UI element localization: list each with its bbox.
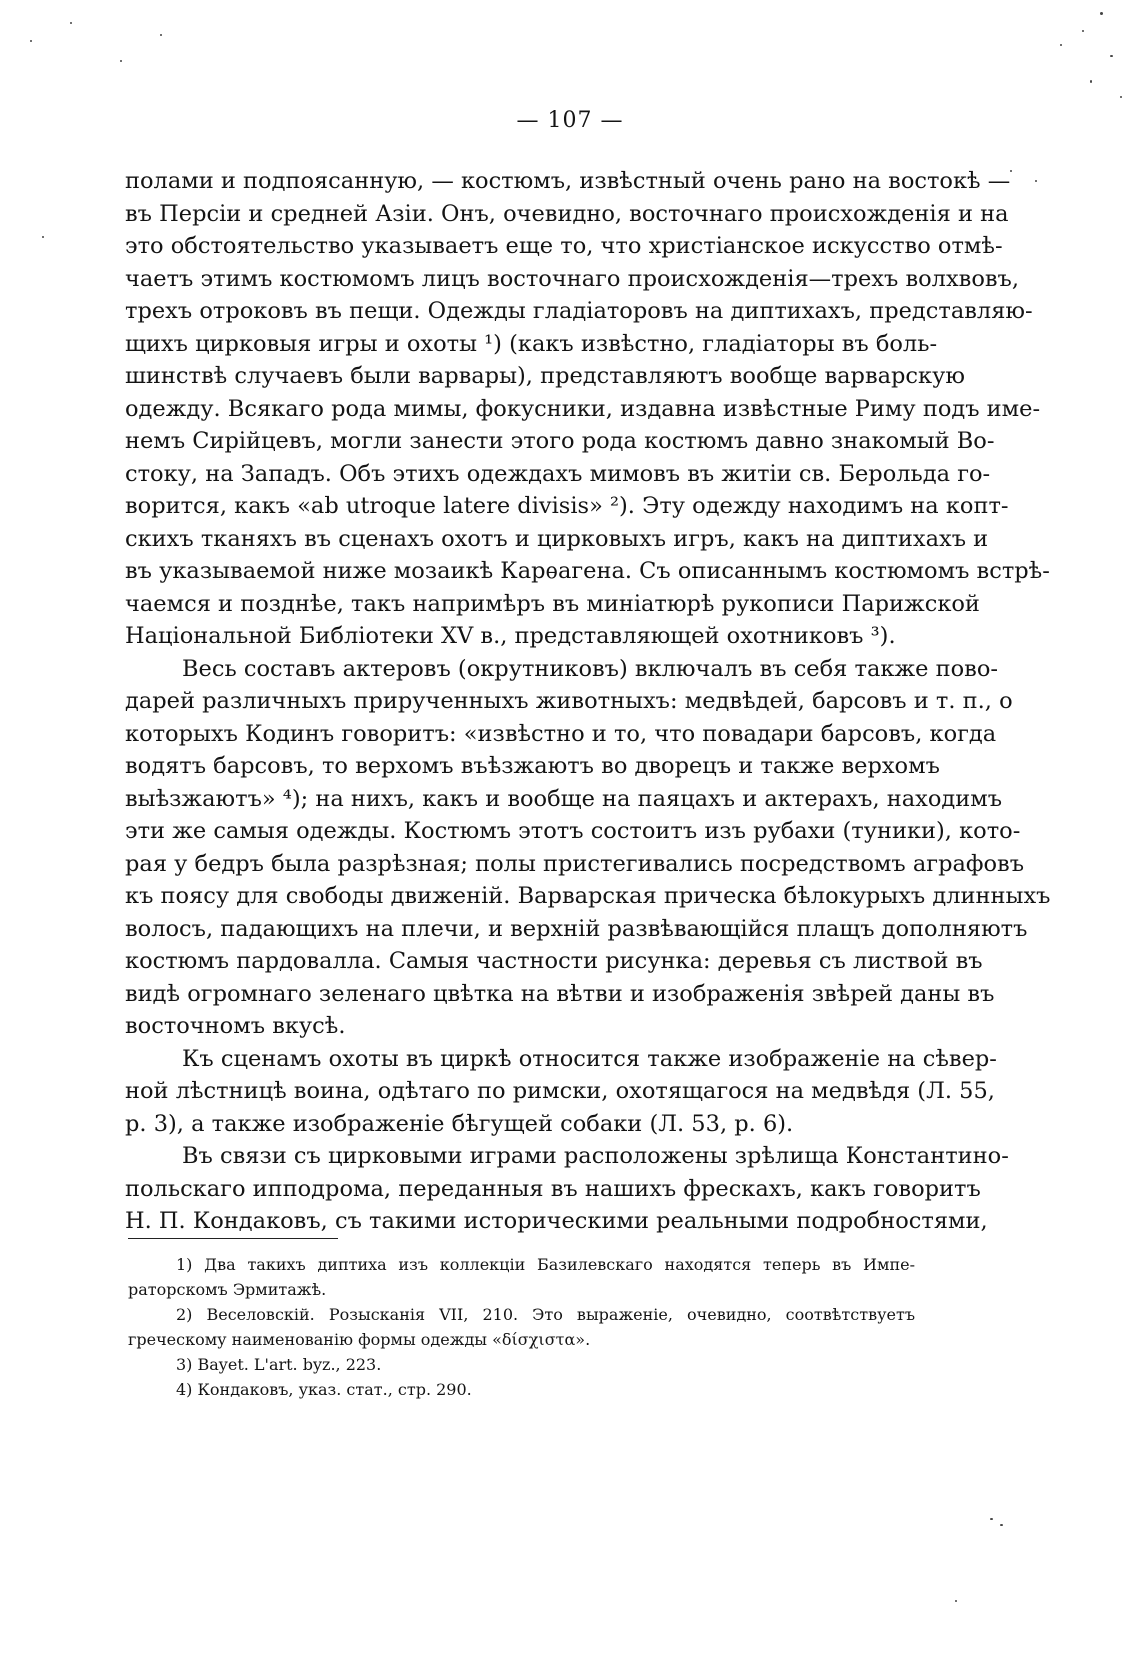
footnote-line: 4) Кондаковъ, указ. стат., стр. 290. xyxy=(176,1380,472,1399)
text-line: щихъ цирковыя игры и охоты ¹) (какъ извѣстно, гладіаторы въ боль- xyxy=(125,330,938,357)
text-line: костюмъ пардовалла. Самыя частности рисунка: деревья съ листвой въ xyxy=(125,948,983,974)
text-line: шинствѣ случаевъ были варвары), представляютъ вообще варварскую xyxy=(125,363,965,389)
text-line: водятъ барсовъ, то верхомъ въѣзжаютъ во дворецъ и также верхомъ xyxy=(125,753,940,779)
text-line: въ указываемой ниже мозаикѣ Карѳагена. Съ описаннымъ костюмомъ встрѣ- xyxy=(125,558,1050,584)
text-line: видѣ огромнаго зеленаго цвѣтка на вѣтви и изображенія звѣрей даны въ xyxy=(125,980,995,1007)
text-line: ной лѣстницѣ воина, одѣтаго по римски, охотящагося на медвѣдя (Л. 55, xyxy=(125,1078,995,1104)
text-line: выѣзжаютъ» ⁴); на нихъ, какъ и вообще на паяцахъ и актерахъ, находимъ xyxy=(125,785,1003,812)
paragraph-3 xyxy=(125,1043,997,1141)
text-line: польскаго ипподрома, переданныя въ нашихъ фрескахъ, какъ говоритъ xyxy=(125,1175,981,1202)
text-line: это обстоятельство указываетъ еще то, что христіанское искусство отмѣ- xyxy=(125,233,1003,259)
text-line: стоку, на Западъ. Объ этихъ одеждахъ мимовъ въ житіи св. Берольда го- xyxy=(125,460,991,487)
text-line: Н. П. Кондаковъ, съ такими историческими реальными подробностями, xyxy=(125,1208,988,1234)
text-line: къ поясу для свободы движеній. Варварская прическа бѣлокурыхъ длинныхъ xyxy=(125,883,1051,909)
text-line: въ Персіи и средней Азіи. Онъ, очевидно, восточнаго происхожденія и на xyxy=(125,200,1009,227)
footnote-2 xyxy=(128,1302,915,1352)
paragraph-2 xyxy=(125,653,1051,1043)
footnote-4 xyxy=(128,1377,915,1402)
footnote-3 xyxy=(128,1352,915,1377)
text-line: дарей различныхъ прирученныхъ животныхъ: медвѣдей, барсовъ и т. п., о xyxy=(125,688,1013,714)
text-line: трехъ отроковъ въ пещи. Одежды гладіаторовъ на диптихахъ, представляю- xyxy=(125,298,1033,324)
main-text xyxy=(125,165,1051,1238)
footnote-line: 1) Два такихъ диптиха изъ коллекціи Базилевскаго находятся теперь въ Импе- xyxy=(176,1255,915,1274)
footnote-line: 2) Веселовскій. Розысканія VII, 210. Это выраженіе, очевидно, соотвѣтствуетъ xyxy=(176,1305,915,1324)
text-line: рая у бедръ была разрѣзная; полы пристегивались посредствомъ аграфовъ xyxy=(125,850,1025,877)
text-line: одежду. Всякаго рода мимы, фокусники, издавна извѣстные Риму подъ име- xyxy=(125,395,1041,422)
page-number: — 107 — xyxy=(516,108,624,133)
text-line: Въ связи съ цирковыми играми расположены зрѣлища Константино- xyxy=(182,1143,1009,1169)
text-line: чаетъ этимъ костюмомъ лицъ восточнаго происхожденія—трехъ волхвовъ, xyxy=(125,265,1020,292)
text-line: чаемся и позднѣе, такъ напримѣръ въ миніатюрѣ рукописи Парижской xyxy=(125,590,980,617)
footnote-line: греческому наименованію формы одежды «δίσχιστα». xyxy=(128,1330,591,1349)
text-line: Къ сценамъ охоты въ циркѣ относится также изображеніе на сѣвер- xyxy=(182,1045,997,1072)
paragraph-1 xyxy=(125,165,1050,653)
text-line: которыхъ Кодинъ говоритъ: «извѣстно и то, что повадари барсовъ, когда xyxy=(125,720,997,747)
text-line: немъ Сирійцевъ, могли занести этого рода костюмъ давно знакомый Во- xyxy=(125,428,995,454)
text-line: восточномъ вкусѣ. xyxy=(125,1013,346,1039)
footnote-line: 3) Bayet. L'art. byz., 223. xyxy=(176,1355,382,1374)
text-line: Весь составъ актеровъ (окрутниковъ) включалъ въ себя также пово- xyxy=(182,655,998,682)
footnote-1 xyxy=(128,1252,915,1302)
text-line: полами и подпоясанную, — костюмъ, извѣстный очень рано на востокѣ — xyxy=(125,168,1011,194)
text-line: скихъ тканяхъ въ сценахъ охотъ и цирковыхъ игръ, какъ на диптихахъ и xyxy=(125,525,989,552)
text-line: эти же самыя одежды. Костюмъ этотъ состоитъ изъ рубахи (туники), кото- xyxy=(125,818,1021,844)
footnotes xyxy=(128,1252,915,1402)
paragraph-4 xyxy=(125,1140,1009,1238)
text-line: р. 3), а также изображеніе бѣгущей собаки (Л. 53, р. 6). xyxy=(125,1110,794,1137)
footnote-divider xyxy=(128,1238,338,1239)
text-line: волосъ, падающихъ на плечи, и верхній развѣвающійся плащъ дополняютъ xyxy=(125,915,1028,942)
footnote-line: раторскомъ Эрмитажѣ. xyxy=(128,1280,327,1299)
text-line: Національной Библіотеки XV в., представляющей охотниковъ ³). xyxy=(125,623,896,649)
text-line: ворится, какъ «ab utroque latere divisis» ²). Эту одежду находимъ на копт- xyxy=(125,493,1009,519)
